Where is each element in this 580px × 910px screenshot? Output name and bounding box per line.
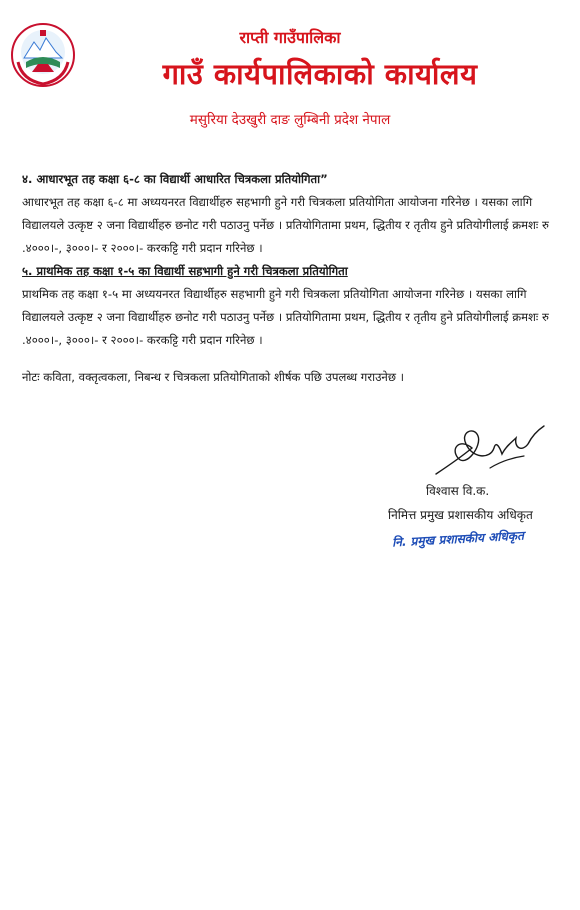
official-stamp: नि. प्रमुख प्रशासकीय अधिकृत: [391, 528, 525, 550]
section-4-heading: ४. आधारभूत तह कक्षा ६-८ का विद्यार्थी आधारित चित्रकला प्रतियोगिता”: [22, 172, 328, 186]
signatory-name: विश्वास वि.क.: [426, 484, 490, 498]
section-4-body: आधारभूत तह कक्षा ६-८ मा अध्ययनरत विद्यार्थीहरु सहभागी हुने गरी चित्रकला प्रतियोगिता आयोजना गरिनेछ । यसका लागि विद्यालयले उत्कृष्ट २ जना विद्यार्थीहरु छनोट गरी पठाउनु पर्नेछ । प्रतियोगितामा प्रथम, द्धितीय र तृतीय हुने प्रतियोगीलाई क्रमशः रु .४०००।-, ३०००।- र २०००।- करकट्टि गरी प्रदान गरिनेछ ।: [22, 195, 549, 255]
signatory-title: निमित्त प्रमुख प्रशासकीय अधिकृत: [388, 508, 533, 522]
letterhead: [0, 0, 580, 140]
office-title: गाउँ कार्यपालिकाको कार्यालय: [162, 57, 478, 91]
signature-block: [390, 418, 580, 568]
notice-body: [22, 168, 557, 389]
office-address: मसुरिया देउखुरी दाङ लुम्बिनी प्रदेश नेपाल: [189, 112, 391, 128]
note-text: नोटः कविता, वक्तृत्वकला, निबन्ध र चित्रकला प्रतियोगिताको शीर्षक पछि उपलब्ध गराउनेछ ।: [22, 370, 405, 384]
section-5-heading: ५. प्राथमिक तह कक्षा १-५ का विद्यार्थी सहभागी हुने गरी चित्रकला प्रतियोगिता: [22, 264, 348, 278]
handwritten-signature: [430, 418, 550, 480]
section-5-body: प्राथमिक तह कक्षा १-५ मा अध्ययनरत विद्यार्थीहरु सहभागी हुने गरी चित्रकला प्रतियोगिता आयोजना गरिनेछ । यसका लागि विद्यालयले उत्कृष्ट २ जना विद्यार्थीहरु छनोट गरी पठाउनु पर्नेछ । प्रतियोगितामा प्रथम, द्धितीय र तृतीय हुने प्रतियोगीलाई क्रमशः रु .४०००।-, ३०००।- र २०००।- करकट्टि गरी प्रदान गरिनेछ ।: [22, 287, 549, 347]
municipality-name: राप्ती गाउँपालिका: [239, 28, 341, 47]
